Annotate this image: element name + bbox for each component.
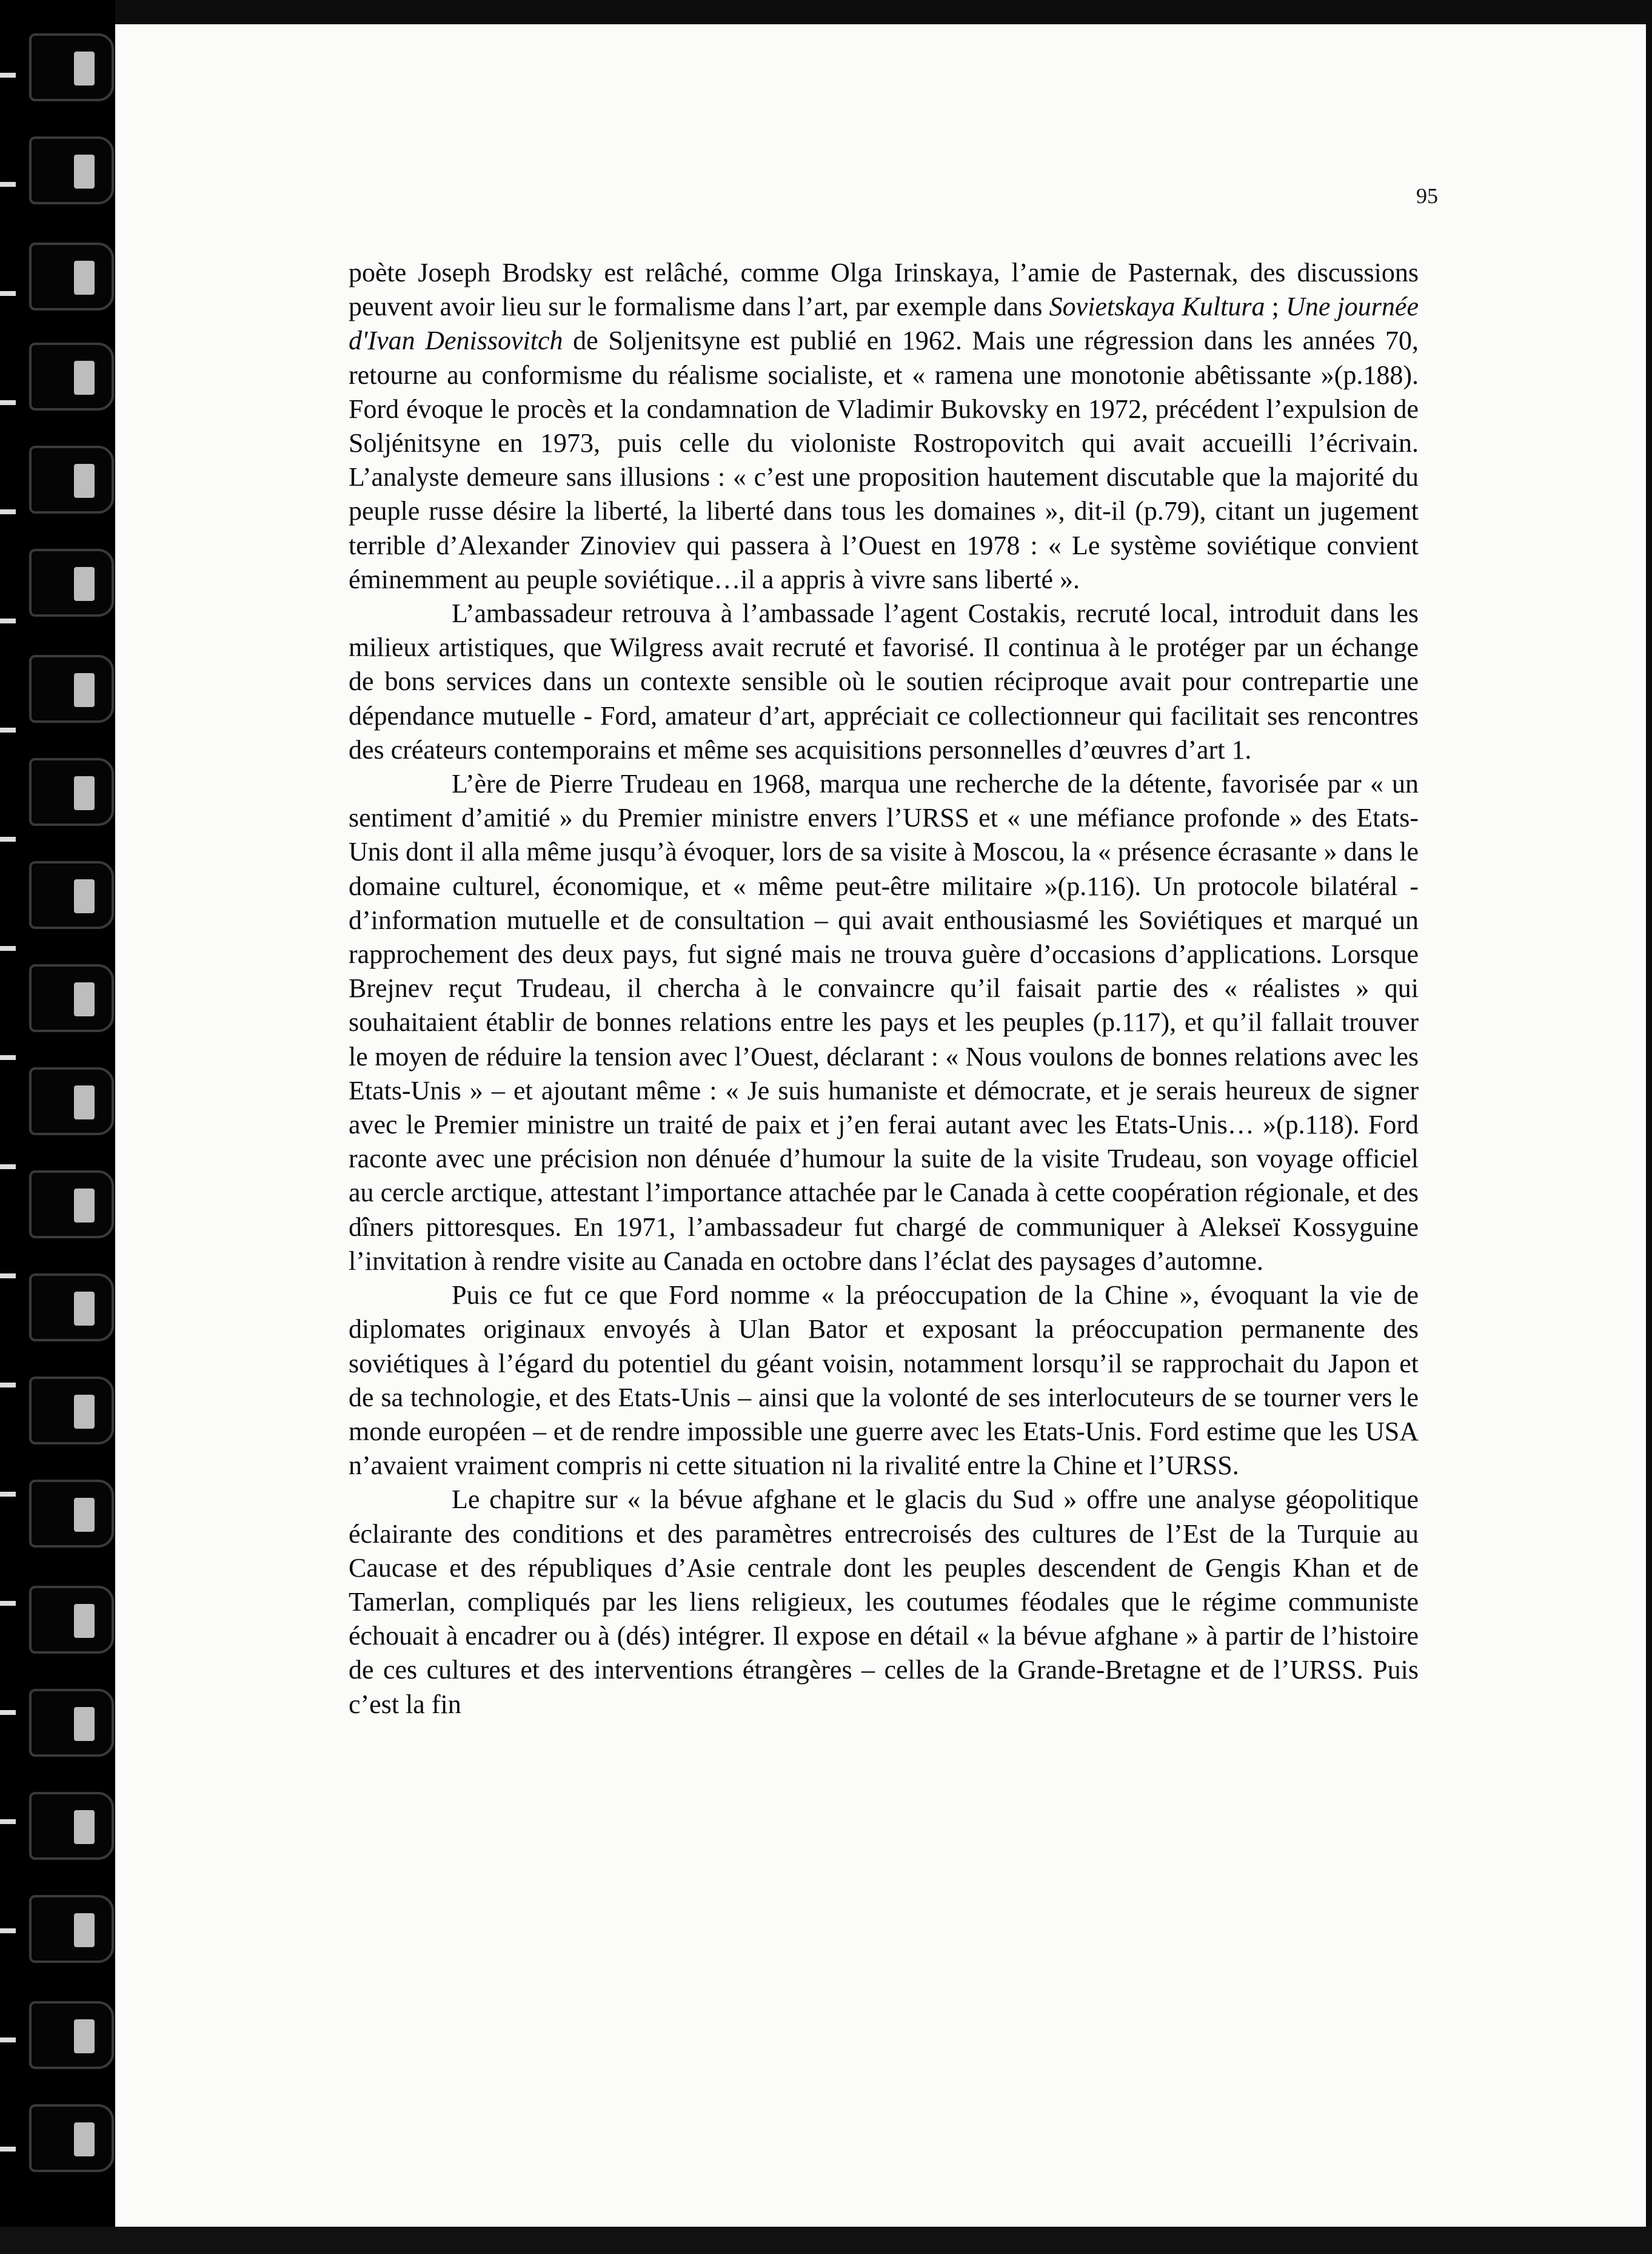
binding-ring (29, 1067, 114, 1135)
binding-ring (29, 1377, 114, 1444)
text-run: Le chapitre sur « la bévue afghane et le glacis du Sud » offre une analyse géopolitique éclairante des conditions et des paramètres entrecroisés des cultures de l’Est de la Turquie au Caucase et des républiques d’Asie centrale dont les peuples descendent de Gengis Khan et de Tamerlan, compliqués par les liens religieux, les coutumes féodales que le régime communiste échouait à encadrer ou à (dés) intégrer. Il expose en détail « la bévue afghane » à partir de l’histoire de ces cultures et des interventions étrangères – celles de la Grande-Bretagne et de l’URSS. Puis c’est la fin (349, 1484, 1419, 1719)
italic-title: Une journée d'Ivan Denissovitch (349, 292, 1419, 356)
binding-ring (29, 1480, 114, 1548)
text-run: Puis ce fut ce que Ford nomme « la préoccupation de la Chine », évoquant la vie de diplomates originaux envoyés à Ulan Bator et exposant la préoccupation permanente des soviétiques à l’égard du potentiel du géant voisin, notamment lorsqu’il se rapprochait du Japon et de sa technologie, et des Etats-Unis – ainsi que la volonté de ses interlocuteurs de se tourner vers le monde européen – et de rendre impossible une guerre avec les Etats-Unis. Ford estime que les USA n’avaient vraiment compris ni cette situation ni la rivalité entre la Chine et l’URSS. (349, 1280, 1419, 1481)
binding-ring (29, 136, 114, 204)
binding-ring (29, 446, 114, 514)
binding-ring (29, 758, 114, 826)
paragraph (349, 1278, 1419, 1483)
binding-ring (29, 549, 114, 617)
binding-ring (29, 243, 114, 310)
binding-ring (29, 1895, 114, 1963)
text-run: poète Joseph Brodsky est relâché, comme Olga Irinskaya, l’amie de Pasternak, des discussions peuvent avoir lieu sur le formalisme dans l’art, par exemple dans (349, 258, 1419, 322)
text-run: de Soljenitsyne est publié en 1962. Mais une régression dans les années 70, retourne au conformisme du réalisme socialiste, et « ramena une monotonie abêtissante »(p.188). Ford évoque le procès et la condamnation de Vladimir Bukovsky en 1972, précédent l’expulsion de Soljénitsyne en 1973, puis celle du violoniste Rostropovitch qui avait accueilli l’écrivain. L’analyste demeure sans illusions : « c’est une proposition hautement discutable que la majorité du peuple russe désire la liberté, la liberté dans tous les domaines », dit-il (p.79), citant un jugement terrible d’Alexander Zinoviev qui passera à l’Ouest en 1978 : « Le système soviétique convient éminemment au peuple soviétique…il a appris à vivre sans liberté ». (349, 326, 1419, 594)
text-run: L’ère de Pierre Trudeau en 1968, marqua une recherche de la détente, favorisée par « un sentiment d’amitié » du Premier ministre envers l’URSS et « une méfiance profonde » des Etats-Unis dont il alla même jusqu’à évoquer, lors de sa visite à Moscou, la « présence écrasante » dans le domaine culturel, économique, et « même peut-être militaire »(p.116). Un protocole bilatéral - d’information mutuelle et de consultation – qui avait enthousiasmé les Soviétiques et marqué un rapprochement des deux pays, fut signé mais ne trouva guère d’occasions d’applications. Lorsque Brejnev reçut Trudeau, il chercha à le convaincre qu’il faisait partie des « réalistes » qui souhaitaient établir de bonnes relations entre les pays et les peuples (p.117), et qu’il fallait trouver le moyen de réduire la tension avec l’Ouest, déclarant : « Nous voulons de bonnes relations avec les Etats-Unis » – et ajoutant même : « Je suis humaniste et démocrate, et je serais heureux de signer avec le Premier ministre un traité de paix et j’en ferai autant avec les Etats-Unis… »(p.118). Ford raconte avec une précision non dénuée d’humour la suite de la visite Trudeau, son voyage officiel au cercle arctique, attestant l’importance attachée par le Canada à cette coopération régionale, et des dîners pittoresques. En 1971, l’ambassadeur fut chargé de communiquer à Alekseï Kossyguine l’invitation à rendre visite au Canada en octobre dans l’éclat des paysages d’automne. (349, 769, 1419, 1276)
paragraph (349, 1483, 1419, 1721)
text-run: L’ambassadeur retrouva à l’ambassade l’agent Costakis, recruté local, introduit dans les milieux artistiques, que Wilgress avait recruté et favorisé. Il continua à le protéger par un échange de bons services dans un contexte sensible où le soutien réciproque avait pour contrepartie une dépendance mutuelle - Ford, amateur d’art, appréciait ce collectionneur qui facilitait ses rencontres des créateurs contemporains et même ses acquisitions personnelles d’œuvres d’art 1. (349, 599, 1419, 765)
spiral-binding (0, 0, 115, 2254)
binding-ring (29, 655, 114, 723)
binding-ring (29, 1586, 114, 1654)
binding-ring (29, 2104, 114, 2172)
binding-ring (29, 1689, 114, 1757)
binding-ring (29, 964, 114, 1032)
text-run: ; (1265, 292, 1286, 322)
binding-ring (29, 1273, 114, 1341)
italic-title: Sovietskaya Kultura (1049, 292, 1265, 322)
binding-ring (29, 33, 114, 101)
paragraph (349, 256, 1419, 597)
binding-ring (29, 1792, 114, 1860)
binding-ring (29, 343, 114, 411)
body-text (349, 256, 1419, 1722)
paragraph (349, 597, 1419, 767)
paragraph (349, 767, 1419, 1278)
binding-ring (29, 861, 114, 929)
binding-edge (0, 0, 16, 2254)
binding-ring (29, 1170, 114, 1238)
scan-bottom-edge (0, 2227, 1652, 2254)
binding-ring (29, 2001, 114, 2069)
page-number: 95 (1416, 184, 1438, 208)
